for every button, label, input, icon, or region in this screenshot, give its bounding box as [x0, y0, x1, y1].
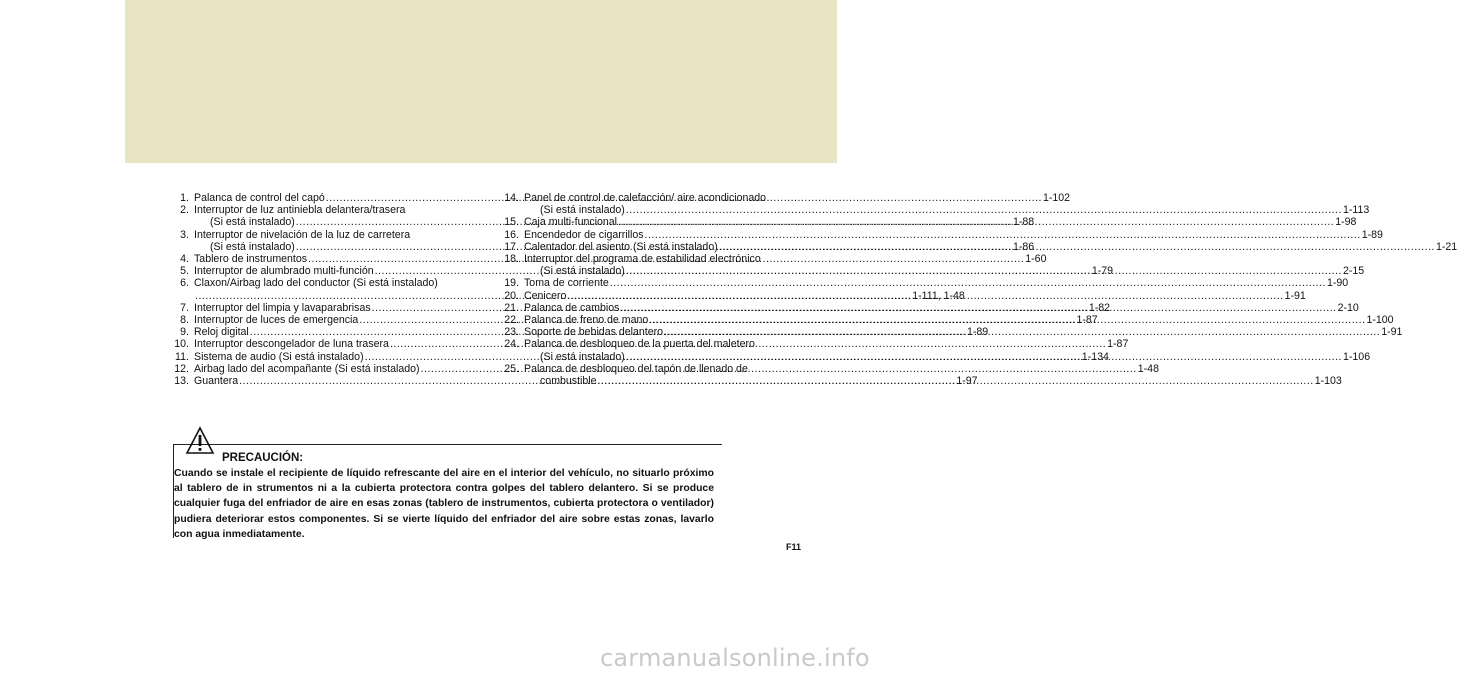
entry-page: 2-10 [1337, 301, 1359, 314]
entry-page: 1-102 [1042, 192, 1071, 204]
entry-page: 1-134 [1081, 350, 1109, 363]
entry-line [164, 277, 464, 289]
entry-page: 1-111, 1-48 [912, 289, 965, 302]
entry-number: 4. [180, 253, 189, 266]
entry-page: 1-103 [1314, 375, 1342, 388]
entry-line [164, 350, 1109, 363]
entry-text: Palanca de freno de mano [524, 314, 649, 327]
index-entry [494, 277, 1349, 290]
entry-text: Caja multi-funcional [524, 216, 618, 229]
entry-text: Palanca de desbloqueo de la puerta del maletero [524, 338, 755, 351]
entry-number: 1. [180, 192, 189, 204]
entry-text: Cenicero [524, 289, 567, 302]
entry-page: 1-86 [1013, 240, 1035, 253]
leader-dots [719, 241, 1435, 253]
entry-text: Interruptor de alumbrado multi-función [194, 265, 374, 278]
entry-text: Reloj digital [194, 326, 249, 339]
entry-number: 5. [180, 265, 189, 278]
entry-text: Calentador del asiento (Si está instalado) [524, 240, 718, 253]
entry-text: Airbag lado del acompañante (Si está instalado) [194, 362, 420, 375]
entry-page: 1-87 [1107, 338, 1129, 351]
entry-text: combustible [540, 375, 597, 388]
entry-text: Palanca de cambios [524, 301, 620, 314]
entry-text: Interruptor descongelador de luna trasera [194, 338, 389, 351]
entry-text: Palanca de desbloqueo del tapón de llenado de [524, 362, 748, 375]
leader-dots [567, 290, 1283, 302]
leader-dots [598, 375, 1314, 387]
leader-dots [626, 204, 1342, 216]
entry-number: 6. [180, 277, 189, 290]
entry-number: 17. [504, 240, 519, 253]
entry-line [164, 229, 464, 241]
entry-number: 7. [180, 301, 189, 314]
index-entry [164, 350, 1109, 363]
entry-number: 24. [504, 338, 519, 351]
leader-dots [620, 302, 1336, 314]
entry-number: 15. [504, 216, 519, 229]
entry-text: Interruptor de nivelación de la luz de carretera [194, 228, 411, 241]
entry-page: 1-91 [1284, 289, 1306, 302]
leader-dots [626, 351, 1342, 363]
entry-text: Tablero de instrumentos [194, 253, 308, 266]
entry-number: 25. [504, 362, 519, 375]
entry-number: 18. [504, 253, 519, 266]
entry-text: (Si está instalado) [540, 265, 625, 278]
caution-title: PRECAUCIÓN: [222, 452, 304, 464]
entry-page: 1-113 [1343, 204, 1370, 217]
entry-page: 1-97 [956, 375, 978, 388]
entry-line [494, 204, 1370, 217]
entry-page: 1-89 [1361, 228, 1383, 241]
entry-page: 1-90 [1327, 277, 1349, 290]
entry-text: (Si está instalado) [540, 350, 625, 363]
entry-text: Sistema de audio (Si está instalado) [194, 350, 364, 363]
leader-dots [649, 314, 1365, 326]
entry-text: Panel de control de calefacción/ aire acondicionado [524, 192, 767, 204]
entry-line [494, 228, 1383, 241]
entry-page: 1-48 [1137, 362, 1159, 375]
entry-text: Soporte de bebidas delantero [524, 326, 664, 339]
entry-number: 10. [174, 338, 189, 351]
entry-page: 1-91 [1381, 326, 1403, 339]
entry-number: 16. [504, 228, 519, 241]
entry-page: 1-100 [1366, 314, 1394, 327]
entry-text: Toma de corriente [524, 277, 609, 290]
entry-page: 1-60 [1025, 253, 1047, 266]
leader-dots [618, 216, 1334, 228]
entry-text: (Si está instalado) [210, 240, 295, 253]
entry-line [494, 363, 781, 375]
entry-text: (Si está instalado) [210, 216, 295, 229]
leader-dots [626, 265, 1342, 277]
entry-line [494, 338, 781, 350]
entry-text: Palanca de control del capó [194, 192, 325, 204]
entry-number: 2. [180, 204, 189, 217]
entry-page: 2-15 [1343, 265, 1365, 278]
leader-dots [610, 277, 1326, 289]
entry-page: 1-82 [1088, 301, 1111, 314]
warning-icon [185, 426, 215, 456]
page-number: F11 [786, 542, 802, 552]
entry-number: 11. [175, 350, 189, 363]
entry-number: 21. [504, 301, 519, 314]
entry-number: 8. [180, 314, 189, 327]
index-entry [494, 228, 1383, 241]
entry-text: Interruptor del limpia y lavaparabrisas [194, 301, 371, 314]
entry-number: 13. [174, 375, 189, 388]
entry-number: 22. [504, 314, 519, 327]
entry-line [164, 204, 464, 216]
entry-text: Interruptor de luz antiniebla delantera/trasera [194, 204, 406, 217]
entry-number: 14. [504, 192, 519, 204]
caution-text: Cuando se instale el recipiente de líquido refrescante del aire en el interior del vehículo, no situarlo próximo al tablero de in strumentos ni a la cubierta protectora contra golpes del tablero delantero. Si se produce cualquier fuga del enfriador de aire en esas zonas (tablero de instrumentos, cubierta protectora o ventilador) pudiera deteriorar estos componentes. Si se vierte líquido del enfriador del aire sobre estas zonas, lavarlo con agua inmediatamente. [174, 468, 714, 540]
entry-page: 1-87 [1076, 314, 1098, 327]
entry-number: 12. [174, 362, 189, 375]
entry-number: 19. [504, 277, 519, 290]
leader-dots [645, 229, 1361, 241]
entry-number: 9. [180, 326, 189, 339]
entry-text: Encendedor de cigarrillos [524, 228, 644, 241]
entry-text: Interruptor del programa de estabilidad electrónico [524, 253, 761, 266]
entry-page: 1-79 [1091, 265, 1114, 278]
caution-box [173, 444, 722, 538]
entry-page: 1-88 [1013, 216, 1035, 229]
entry-text: (Si está instalado) [540, 204, 625, 217]
entry-line [494, 253, 781, 265]
entry-number: 23. [504, 326, 519, 339]
entry-text: Claxon/Airbag lado del conductor (Si está instalado) [194, 277, 438, 290]
entry-text: Guantera [194, 375, 239, 388]
header-banner [125, 0, 837, 163]
entry-text: Interruptor de luces de emergencia [194, 314, 359, 327]
entry-page: 1-89 [966, 326, 989, 339]
entry-line [494, 192, 781, 204]
entry-number: 3. [180, 228, 189, 241]
entry-page: 1-98 [1335, 216, 1357, 229]
entry-line [494, 277, 1349, 290]
leader-dots [664, 326, 1380, 338]
entry-page: 1-106 [1343, 350, 1371, 363]
entry-number: 20. [504, 289, 519, 302]
watermark: carmanualsonline.info [600, 644, 870, 672]
entry-page: 1-21 [1435, 240, 1457, 253]
